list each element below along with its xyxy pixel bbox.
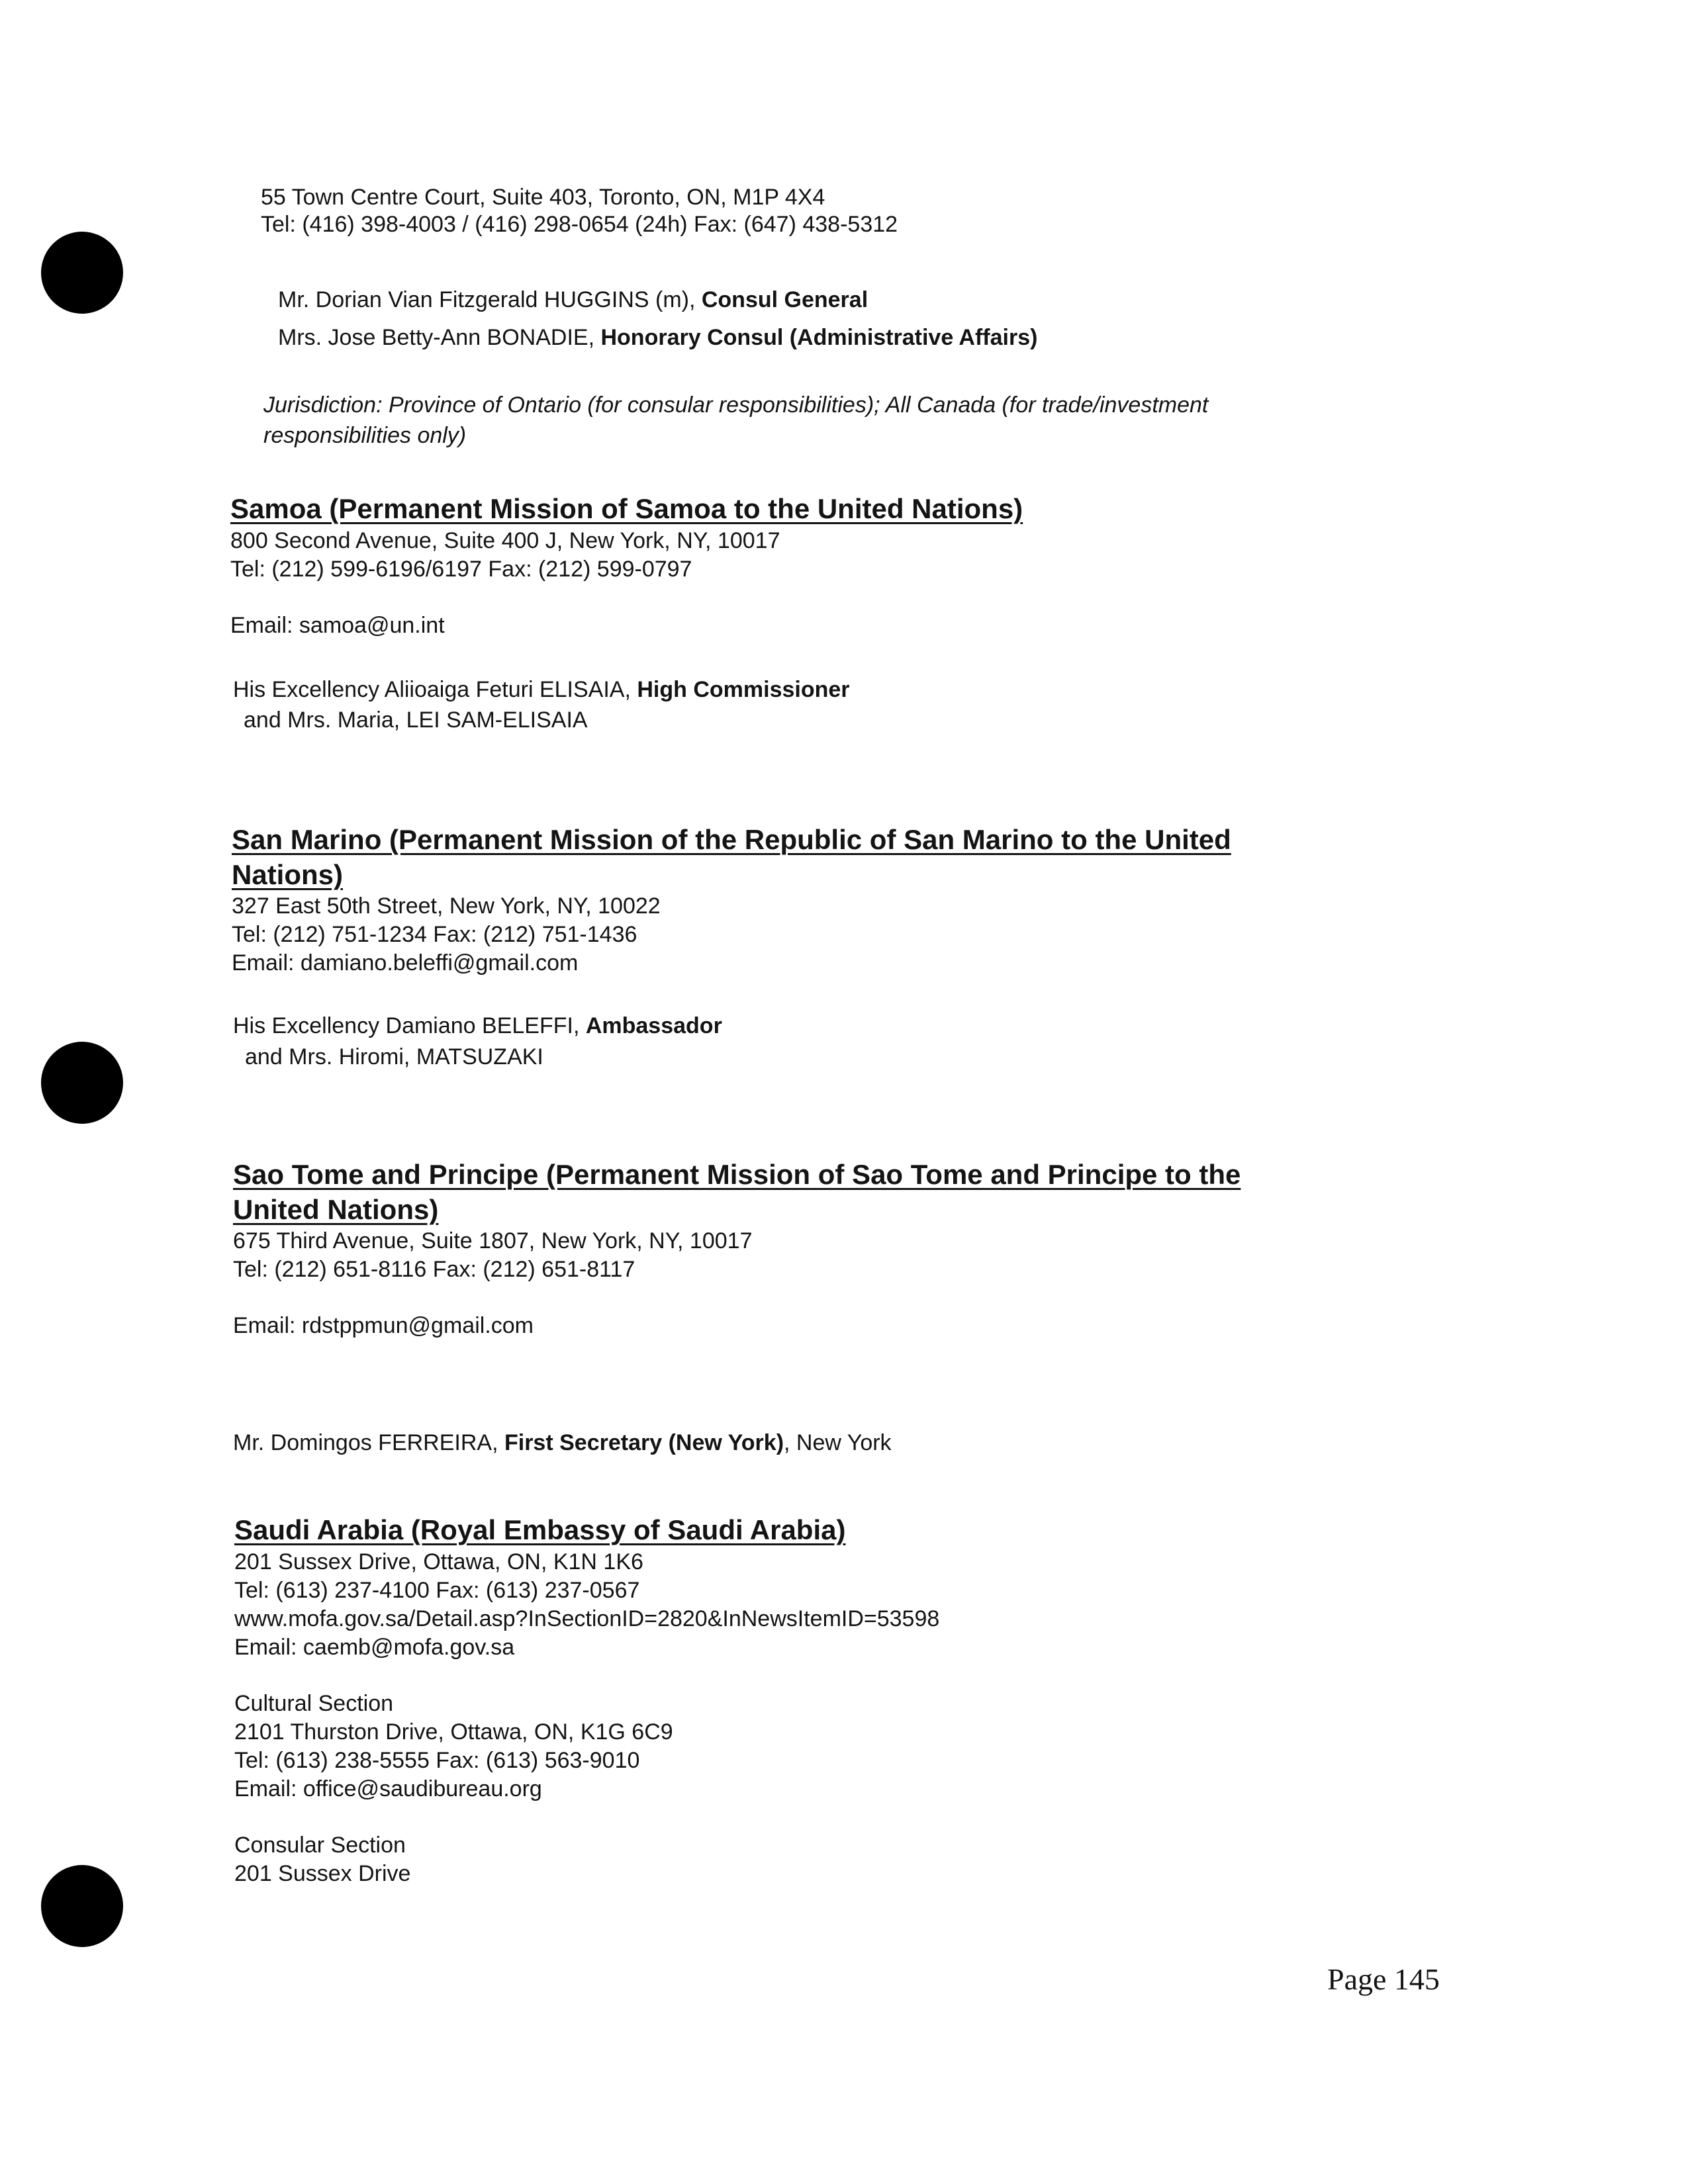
- person-location: , New York: [784, 1430, 892, 1455]
- sao-tome-phone: Tel: (212) 651-8116 Fax: (212) 651-8117: [233, 1257, 635, 1282]
- sao-tome-heading-line-1: Sao Tome and Principe (Permanent Mission of Sao Tome and Principe to the: [233, 1159, 1241, 1190]
- intro-person-2: [278, 324, 1037, 351]
- consular-section-address: 201 Sussex Drive: [234, 1861, 411, 1886]
- punch-hole-middle: [41, 1042, 123, 1124]
- san-marino-head-of-mission: [233, 1013, 722, 1039]
- samoa-heading: Samoa (Permanent Mission of Samoa to the United Nations): [230, 493, 1023, 524]
- jurisdiction-line-1: Jurisdiction: Province of Ontario (for consular responsibilities); All Canada (for trade/investment: [263, 392, 1209, 418]
- person-title: First Secretary (New York): [504, 1430, 784, 1455]
- samoa-phone: Tel: (212) 599-6196/6197 Fax: (212) 599-0797: [230, 557, 692, 582]
- saudi-arabia-phone: Tel: (613) 237-4100 Fax: (613) 237-0567: [234, 1578, 640, 1603]
- san-marino-heading-line-2: Nations): [232, 859, 343, 890]
- san-marino-spouse: and Mrs. Hiromi, MATSUZAKI: [245, 1044, 543, 1069]
- cultural-section-label: Cultural Section: [234, 1691, 394, 1716]
- sao-tome-contact: [233, 1430, 892, 1456]
- sao-tome-heading-line-2: United Nations): [233, 1194, 439, 1225]
- person-title: High Commissioner: [637, 677, 850, 702]
- person-name: Mr. Dorian Vian Fitzgerald HUGGINS (m),: [278, 287, 702, 312]
- cultural-section-email: Email: office@saudibureau.org: [234, 1776, 542, 1801]
- page-number: Page 145: [1327, 1962, 1440, 1996]
- samoa-head-of-mission: [233, 676, 850, 703]
- saudi-arabia-address: 201 Sussex Drive, Ottawa, ON, K1N 1K6: [234, 1549, 643, 1574]
- samoa-address: 800 Second Avenue, Suite 400 J, New York, NY, 10017: [230, 528, 780, 553]
- person-name: Mrs. Jose Betty-Ann BONADIE,: [278, 325, 601, 350]
- samoa-email: Email: samoa@un.int: [230, 613, 445, 638]
- saudi-arabia-heading: Saudi Arabia (Royal Embassy of Saudi Arabia): [234, 1514, 846, 1545]
- san-marino-heading-line-1: San Marino (Permanent Mission of the Republic of San Marino to the United: [232, 824, 1231, 855]
- samoa-spouse: and Mrs. Maria, LEI SAM-ELISAIA: [244, 707, 588, 733]
- consular-section-label: Consular Section: [234, 1833, 406, 1858]
- person-title: Consul General: [701, 287, 868, 312]
- punch-hole-bottom: [41, 1865, 123, 1947]
- person-name: His Excellency Damiano BELEFFI,: [233, 1013, 586, 1038]
- jurisdiction-line-2: responsibilities only): [263, 423, 467, 448]
- punch-hole-top: [41, 232, 123, 314]
- sao-tome-email: Email: rdstppmun@gmail.com: [233, 1313, 534, 1338]
- san-marino-address: 327 East 50th Street, New York, NY, 10022: [232, 893, 661, 919]
- intro-person-1: [278, 287, 868, 313]
- intro-address: 55 Town Centre Court, Suite 403, Toronto, ON, M1P 4X4: [261, 185, 825, 210]
- cultural-section-address: 2101 Thurston Drive, Ottawa, ON, K1G 6C9: [234, 1719, 673, 1745]
- saudi-arabia-email: Email: caemb@mofa.gov.sa: [234, 1635, 515, 1660]
- san-marino-email: Email: damiano.beleffi@gmail.com: [232, 950, 579, 976]
- san-marino-phone: Tel: (212) 751-1234 Fax: (212) 751-1436: [232, 922, 637, 947]
- cultural-section-phone: Tel: (613) 238-5555 Fax: (613) 563-9010: [234, 1748, 640, 1773]
- person-title: Honorary Consul (Administrative Affairs): [600, 325, 1038, 350]
- person-name: His Excellency Aliioaiga Feturi ELISAIA,: [233, 677, 637, 702]
- sao-tome-address: 675 Third Avenue, Suite 1807, New York, NY, 10017: [233, 1228, 753, 1253]
- person-name: Mr. Domingos FERREIRA,: [233, 1430, 504, 1455]
- person-title: Ambassador: [585, 1013, 722, 1038]
- intro-phone: Tel: (416) 398-4003 / (416) 298-0654 (24h) Fax: (647) 438-5312: [261, 212, 898, 237]
- saudi-arabia-website: www.mofa.gov.sa/Detail.asp?InSectionID=2820&InNewsItemID=53598: [234, 1606, 940, 1631]
